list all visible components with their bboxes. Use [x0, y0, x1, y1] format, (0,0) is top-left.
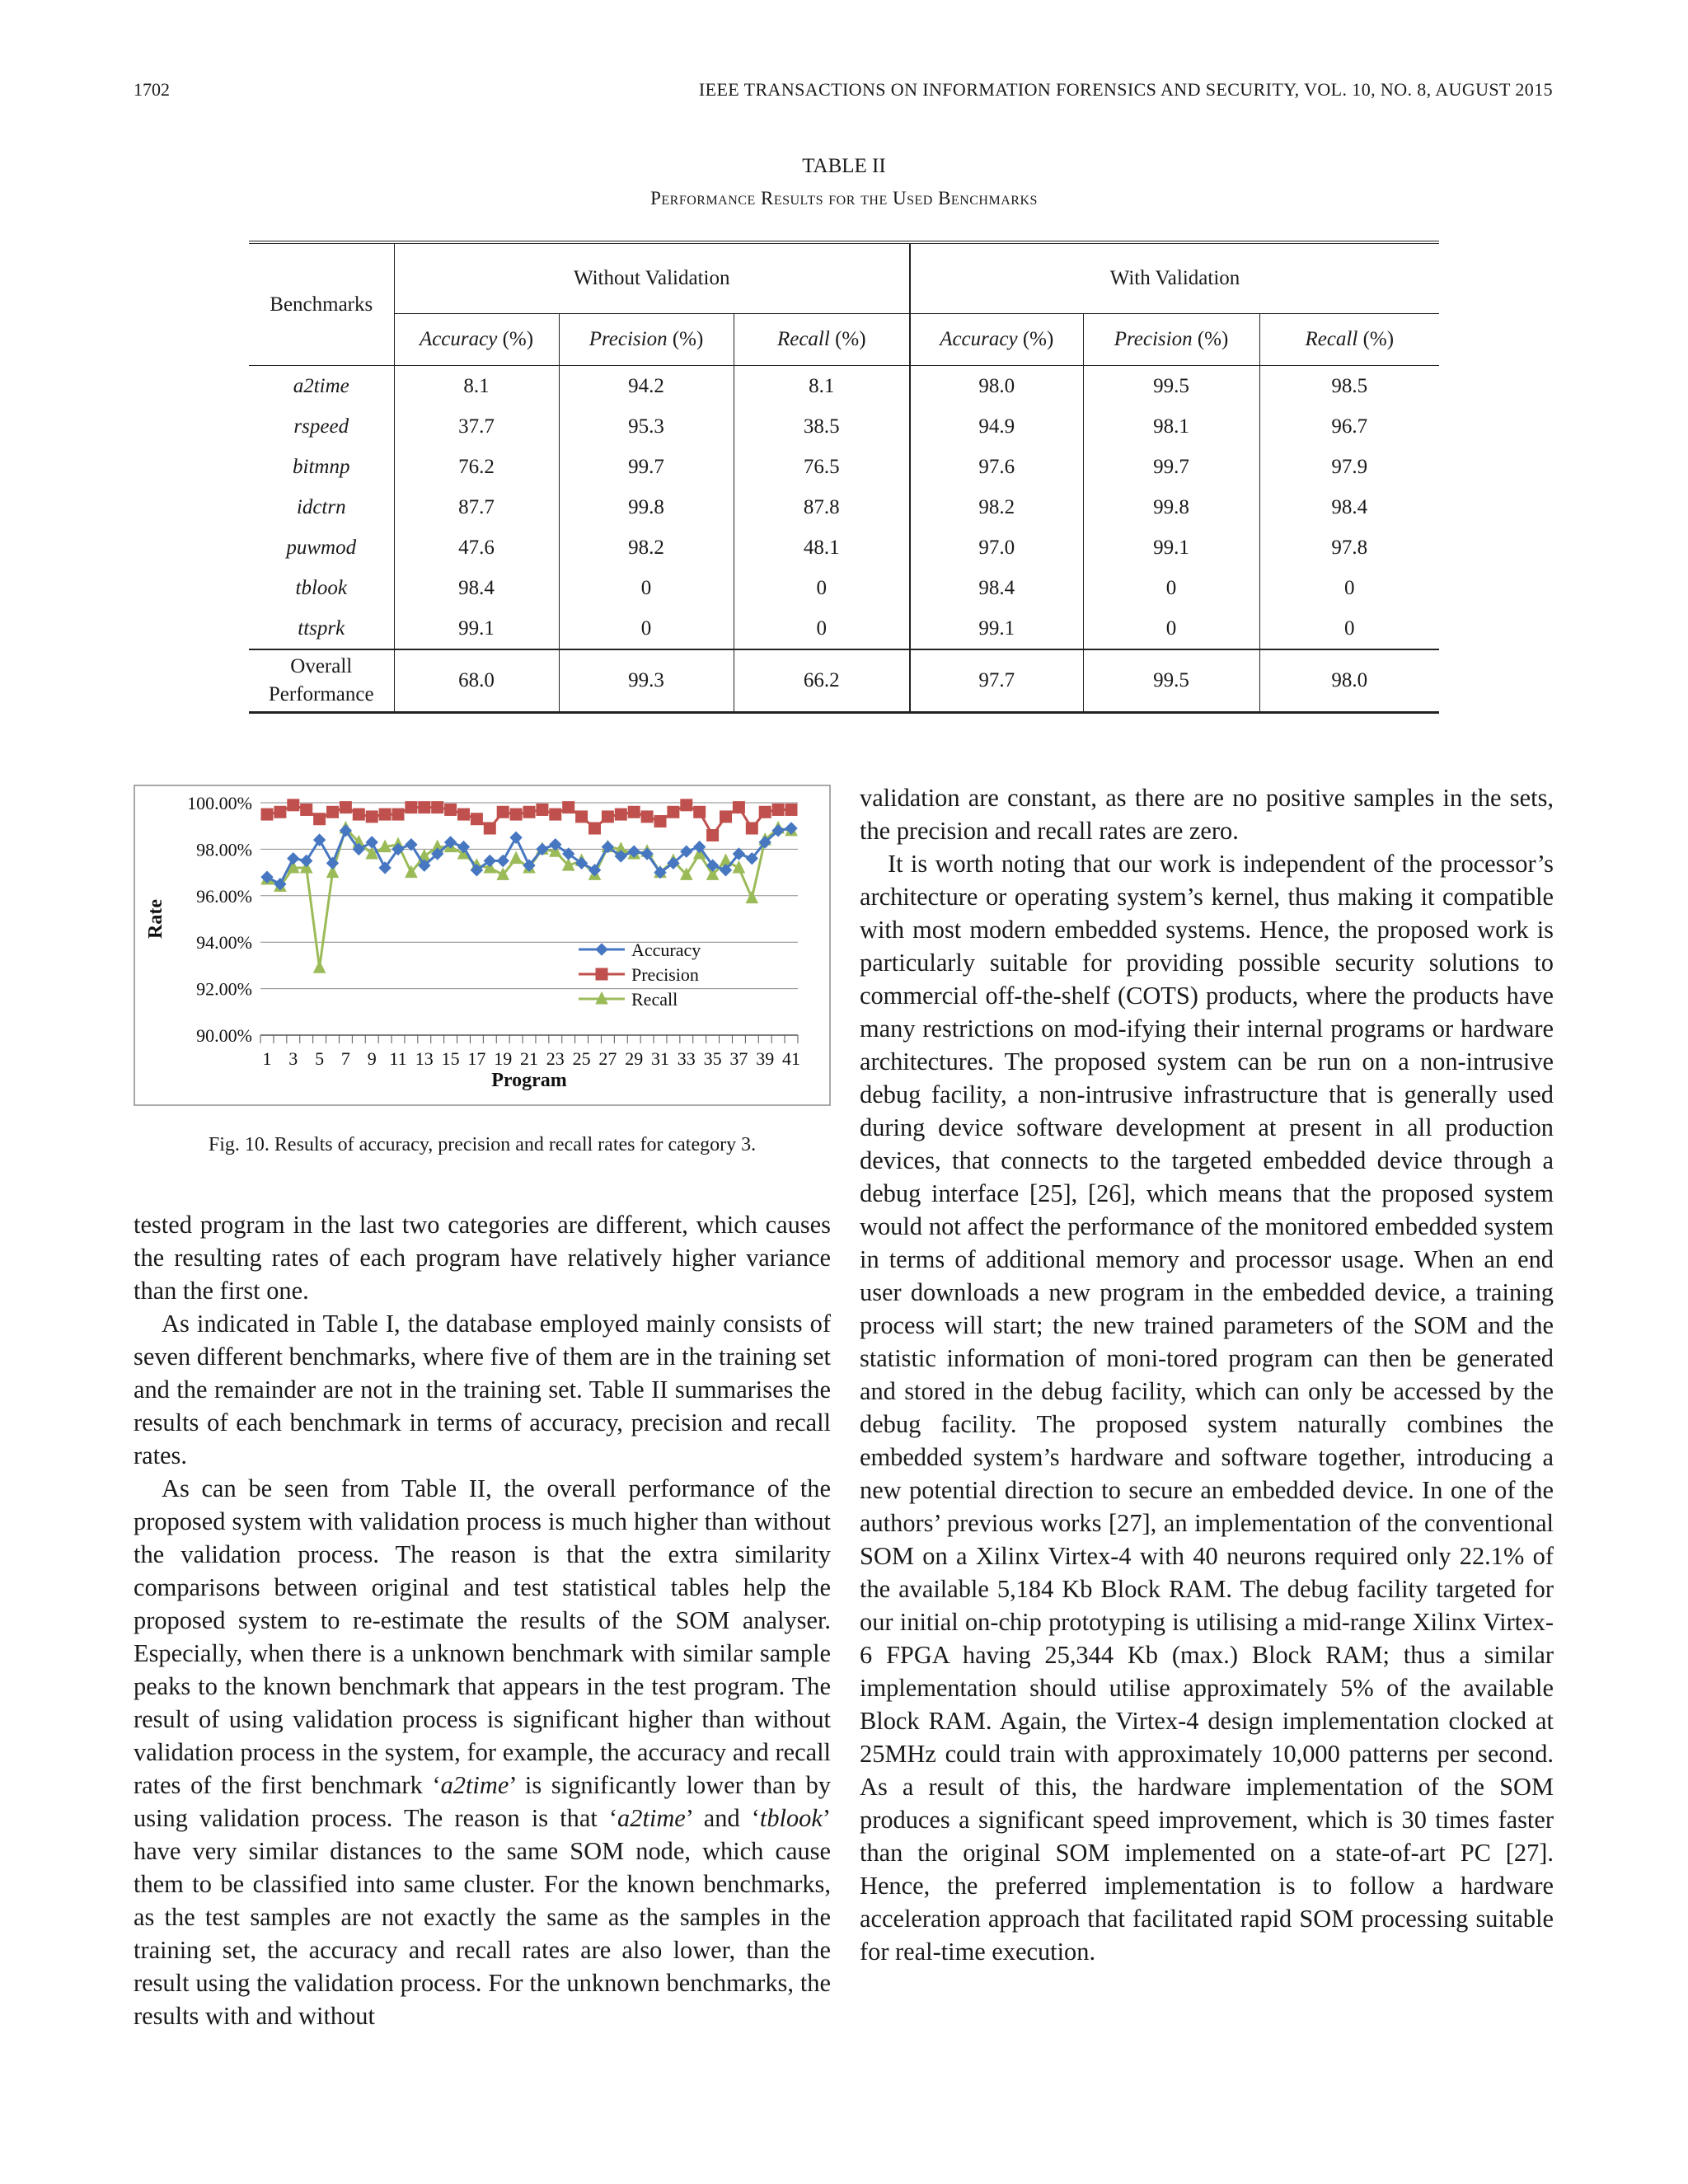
paragraph: As can be seen from Table II, the overall performance of the proposed system with validation process is much higher than without the validation process. The reason is that the extra similarity comparisons between original and test statistical tables help the proposed system to re-estimate the results of the SOM analyser. Especially, when there is a unknown benchmark with similar sample peaks to the known benchmark that appears in the test program. The result of using validation process is significant higher than without validation process in the system, for example, the accuracy and recall rates of the first benchmark ‘a2time’ is significantly lower than by using validation process. The reason is that ‘a2time’ and ‘tblook’ have very similar distances to the same SOM node, which cause them to be classified into same cluster. For the known benchmarks, as the test samples are not exactly the same as the samples in the training set, the accuracy and recall rates are also lower, than the result using the validation process. For the unknown benchmarks, the results with and without [134, 1474, 831, 2030]
legend-label: Precision [631, 964, 699, 985]
benchmark-name: puwmod [249, 527, 394, 568]
data-point-precision [497, 806, 509, 818]
table-cell: 98.5 [1331, 374, 1368, 397]
table-cell: 98.0 [910, 366, 1083, 407]
table-cell: 99.5 [1083, 649, 1259, 713]
x-tick-label: 17 [467, 1048, 486, 1069]
table-cell: 0 [1344, 576, 1355, 599]
table-cell: 97.8 [1331, 536, 1368, 559]
table-cell: 0 [734, 608, 910, 649]
x-tick-label: 39 [756, 1048, 775, 1069]
group-header-without: Without Validation [394, 242, 910, 314]
benchmark-name: bitmnp [249, 447, 394, 487]
page-header [134, 79, 1553, 109]
table-cell: 38.5 [734, 406, 910, 447]
paragraph: validation are constant, as there are no positive samples in the sets, the precision and recall rates are zero. [860, 784, 1554, 845]
table-cell: 48.1 [734, 527, 910, 568]
table-cell: 66.2 [734, 649, 910, 713]
x-tick-label: 35 [703, 1048, 722, 1069]
table-cell: 99.1 [394, 608, 559, 649]
data-point-precision [563, 802, 574, 813]
data-point-precision [694, 806, 706, 818]
table-cell: 97.0 [910, 527, 1083, 568]
line-chart [134, 785, 831, 1106]
table-cell: 99.8 [1083, 487, 1259, 527]
data-point-precision [759, 806, 771, 818]
table-cell: 99.1 [1083, 527, 1259, 568]
x-tick-label: 37 [729, 1048, 748, 1069]
table-cell: 98.4 [394, 568, 559, 608]
y-tick-label: 94.00% [196, 932, 252, 954]
data-point-precision [668, 806, 679, 818]
table-cell: 96.7 [1331, 415, 1368, 438]
data-point-precision [353, 808, 364, 820]
data-point-precision [720, 811, 732, 823]
x-axis-title: Program [491, 1070, 567, 1091]
data-point-precision [301, 804, 312, 815]
data-point-precision [772, 804, 784, 815]
x-tick-label: 23 [546, 1048, 565, 1069]
table-cell: 99.7 [559, 447, 734, 487]
page-number: 1702 [134, 79, 170, 100]
table-cell: 94.2 [559, 366, 734, 407]
data-point-precision [785, 804, 797, 815]
x-tick-label: 13 [415, 1048, 434, 1069]
table-row [249, 366, 1439, 407]
x-tick-label: 33 [677, 1048, 696, 1069]
data-point-precision [615, 808, 626, 820]
metric-header: Accuracy (%) [910, 314, 1083, 366]
table-cell: 99.7 [1083, 447, 1259, 487]
table-cell: 0 [1083, 608, 1259, 649]
table-cell: 87.8 [734, 487, 910, 527]
table-cell: 0 [1344, 616, 1355, 640]
data-point-precision [445, 804, 457, 815]
group-header-with: With Validation [910, 242, 1439, 314]
overall-label: Overall Performance [249, 649, 394, 713]
data-point-precision [432, 802, 443, 813]
table-cell: 98.1 [1083, 406, 1259, 447]
table-cell: 37.7 [394, 406, 559, 447]
data-point-precision [406, 802, 417, 813]
table-title: Performance Results for the Used Benchmarks [650, 188, 1038, 209]
y-axis-title: Rate [145, 899, 166, 939]
left-column-text [134, 1208, 831, 2032]
benchmark-name: idctrn [249, 487, 394, 527]
x-tick-label: 7 [340, 1048, 350, 1069]
table-cell: 99.5 [1083, 366, 1259, 407]
table-row [249, 487, 1439, 527]
table-cell: 98.4 [910, 568, 1083, 608]
y-tick-label: 90.00% [196, 1025, 252, 1046]
table-cell: 8.1 [394, 366, 559, 407]
table-cell: 47.6 [394, 527, 559, 568]
metric-header: Precision (%) [559, 314, 734, 366]
x-tick-label: 27 [598, 1048, 617, 1069]
table-cell: 98.4 [1331, 495, 1368, 518]
data-point-precision [274, 806, 286, 818]
paragraph: tested program in the last two categories are different, which causes the resulting rates of each program have relatively higher variance than the first one. [134, 1211, 831, 1305]
legend-label: Accuracy [631, 940, 701, 960]
data-point-precision [366, 811, 377, 823]
x-tick-label: 3 [288, 1048, 298, 1069]
table-cell: 0 [1083, 568, 1259, 608]
table-cell: 0 [559, 568, 734, 608]
data-point-precision [537, 804, 548, 815]
benchmark-name: rspeed [249, 406, 394, 447]
table-cell: 99.3 [559, 649, 734, 713]
journal-title: IEEE TRANSACTIONS ON INFORMATION FORENSICS AND SECURITY, VOL. 10, NO. 8, AUGUST 2015 [698, 79, 1553, 100]
right-column-text [860, 781, 1554, 1968]
metric-header: Accuracy (%) [394, 314, 559, 366]
data-point-precision [550, 808, 561, 820]
data-point-precision [628, 806, 640, 818]
y-tick-label: 96.00% [196, 885, 252, 907]
chart-figure-10 [134, 785, 831, 1106]
table-cell: 8.1 [734, 366, 910, 407]
table-cell: 76.5 [734, 447, 910, 487]
table-cell: 98.2 [910, 487, 1083, 527]
table-cell: 94.9 [910, 406, 1083, 447]
table-cell: 99.1 [910, 608, 1083, 649]
table-cell: 99.8 [559, 487, 734, 527]
data-point-precision [707, 829, 719, 841]
data-point-precision [340, 802, 351, 813]
figure-caption: Fig. 10. Results of accuracy, precision and recall rates for category 3. [208, 1134, 757, 1155]
x-tick-label: 21 [520, 1048, 538, 1069]
table-cell: 98.0 [1259, 649, 1439, 713]
data-point-precision [419, 802, 430, 813]
table-cell: 97.6 [910, 447, 1083, 487]
legend-label: Recall [631, 989, 678, 1010]
table-cell: 98.2 [559, 527, 734, 568]
metric-header: Recall (%) [1305, 328, 1395, 350]
data-point-precision [510, 808, 522, 820]
table-number: TABLE II [802, 155, 886, 177]
data-point-precision [314, 813, 326, 825]
metric-header: Precision (%) [1083, 314, 1259, 366]
paragraph: It is worth noting that our work is independent of the processor’s architecture or operating system’s kernel, thus making it compatible with most modern embedded systems. Hence, the proposed work is particularly suitable for providing possible security solutions to commercial off-the-shelf (COTS) products, where the products have many restrictions on mod-ifying their internal programs or hardware architectures. The proposed system can be run on a non-intrusive debug facility, a non-intrusive infrastructure that is generally used during device software development at present in all production devices, that connects to the targeted embedded device through a debug interface [25], [26], which means that the proposed system would not affect the performance of the monitored embedded system in terms of additional memory and processor usage. When an end user downloads a new program in the embedded device, a training process will start; the new trained parameters of the SOM and the statistic information of moni-tored program can then be generated and stored in the debug facility, which can only be accessed by the debug facility. The proposed system naturally combines the embedded system’s hardware and software together, introducing a new potential direction to secure an embedded device. In one of the authors’ previous works [27], an implementation of the conventional SOM on a Xilinx Virtex-4 with 40 neurons required only 22.1% of the available 5,184 Kb Block RAM. The debug facility targeted for our initial on-chip prototyping is utilising a mid-range Xilinx Virtex-6 FPGA having 25,344 Kb (max.) Block RAM; thus a similar implementation should utilise approximately 5% of the available Block RAM. Again, the Virtex-4 design implementation clocked at 25MHz could train with approximately 10,000 patterns per second. As a result of this, the hardware implementation of the SOM produces a significant speed improvement, which is 30 times faster than the original SOM implemented on a state-of-art PC [27]. Hence, the preferred implementation is to follow a hardware acceleration approach that facilitated rapid SOM processing suitable for real-time execution. [860, 850, 1554, 1966]
data-point-precision [327, 806, 339, 818]
x-tick-label: 25 [572, 1048, 591, 1069]
data-point-precision [261, 808, 273, 820]
x-tick-label: 5 [315, 1048, 325, 1069]
benchmarks-header: Benchmarks [249, 242, 394, 366]
data-point-precision [288, 799, 299, 811]
x-tick-label: 29 [625, 1048, 644, 1069]
table-cell: 97.9 [1331, 455, 1368, 478]
data-point-precision [746, 823, 757, 834]
x-tick-label: 9 [367, 1048, 377, 1069]
x-tick-label: 15 [441, 1048, 460, 1069]
data-point-precision [379, 808, 391, 820]
data-point-precision [471, 813, 482, 825]
legend-marker [596, 968, 607, 980]
data-point-precision [392, 808, 404, 820]
table-cell: 95.3 [559, 406, 734, 447]
table-row [249, 447, 1439, 487]
data-point-precision [733, 802, 744, 813]
benchmark-name: a2time [249, 366, 394, 407]
table-cell: 68.0 [394, 649, 559, 713]
performance-table [249, 241, 1439, 714]
data-point-precision [681, 799, 692, 811]
paragraph: As indicated in Table I, the database employed mainly consists of seven different benchmarks, where five of them are in the training set and the remainder are not in the training set. Table II summarises the results of each benchmark in terms of accuracy, precision and recall rates. [134, 1310, 831, 1469]
benchmark-name: ttsprk [249, 608, 394, 649]
data-point-precision [654, 816, 666, 827]
metric-header: Recall (%) [734, 314, 910, 366]
benchmark-name: tblook [249, 568, 394, 608]
data-point-precision [484, 823, 495, 834]
table-cell: 76.2 [394, 447, 559, 487]
data-point-precision [523, 806, 535, 818]
x-tick-label: 19 [494, 1048, 513, 1069]
data-point-precision [576, 811, 588, 823]
table-row [249, 568, 1439, 608]
x-tick-label: 1 [262, 1048, 272, 1069]
x-tick-label: 11 [389, 1048, 407, 1069]
table-cell: 97.7 [910, 649, 1083, 713]
y-tick-label: 100.00% [187, 793, 252, 813]
x-tick-label: 31 [651, 1048, 669, 1069]
data-point-precision [589, 823, 601, 834]
x-tick-label: 41 [782, 1048, 800, 1069]
table-cell: 87.7 [394, 487, 559, 527]
table-row-overall [249, 649, 1439, 713]
data-point-precision [602, 811, 613, 823]
data-point-precision [641, 811, 653, 823]
table-cell: 0 [734, 568, 910, 608]
table-cell: 0 [559, 608, 734, 649]
y-tick-label: 92.00% [196, 978, 252, 1000]
y-tick-label: 98.00% [196, 839, 252, 860]
table-row [249, 527, 1439, 568]
data-point-precision [458, 808, 470, 820]
table-row [249, 406, 1439, 447]
table-row [249, 608, 1439, 649]
